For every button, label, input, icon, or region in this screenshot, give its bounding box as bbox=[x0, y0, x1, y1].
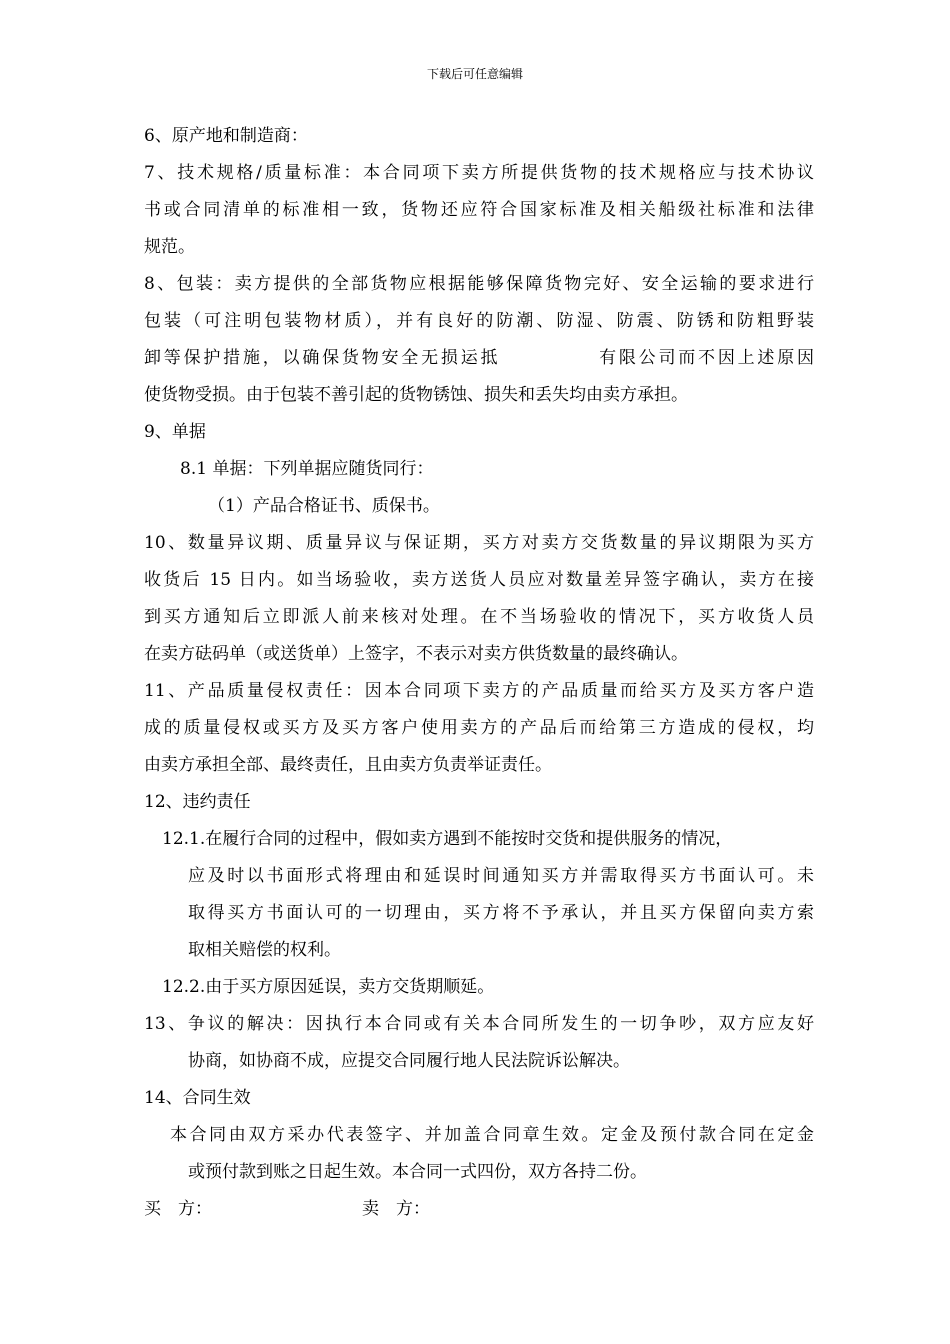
clause-12: 12、违约责任 bbox=[144, 792, 251, 812]
clause-14-body-line-1: 本合同由双方采办代表签字、并加盖合同章生效。定金及预付款合同在定金 bbox=[170, 1125, 814, 1145]
clause-9: 9、单据 bbox=[144, 422, 206, 442]
clause-7-line-2: 书或合同清单的标准相一致，货物还应符合国家标准及相关船级社标准和法律 bbox=[144, 200, 814, 220]
clause-10-line-2: 收货后 15 日内。如当场验收，卖方送货人员应对数量差异签字确认，卖方在接 bbox=[144, 570, 814, 590]
seller-signature-label: 卖 方： bbox=[362, 1199, 430, 1219]
clause-8-line-3 bbox=[144, 340, 814, 377]
clause-12-1-line-4: 取相关赔偿的权利。 bbox=[188, 940, 341, 960]
clause-10-line-4: 在卖方砝码单（或送货单）上签字，不表示对卖方供货数量的最终确认。 bbox=[144, 644, 688, 664]
clause-12-1-line-3: 取得买方书面认可的一切理由，买方将不予承认，并且买方保留向卖方索 bbox=[188, 903, 814, 923]
clause-8-line-2: 包装（可注明包装物材质），并有良好的防潮、防湿、防震、防锈和防粗野装 bbox=[144, 311, 814, 331]
clause-11-line-2: 成的质量侵权或买方及买方客户使用卖方的产品后而给第三方造成的侵权，均 bbox=[144, 718, 814, 738]
clause-10-line-1: 10、数量异议期、质量异议与保证期，买方对卖方交货数量的异议期限为买方 bbox=[144, 533, 814, 553]
contract-body bbox=[144, 118, 814, 1228]
clause-8-line-4: 使货物受损。由于包装不善引起的货物锈蚀、损失和丢失均由卖方承担。 bbox=[144, 385, 688, 405]
clause-14-body-line-2: 或预付款到账之日起生效。本合同一式四份，双方各持二份。 bbox=[188, 1162, 647, 1182]
clause-7-line-3: 规范。 bbox=[144, 237, 195, 257]
clause-7-line-1: 7、技术规格/质量标准：本合同项下卖方所提供货物的技术规格应与技术协议 bbox=[144, 163, 814, 183]
clause-13-line-2: 协商，如协商不成，应提交合同履行地人民法院诉讼解决。 bbox=[188, 1051, 630, 1071]
clause-8-line-3-part-2: 有限公司而不因上述原因 bbox=[596, 348, 815, 368]
signature-line bbox=[144, 1191, 814, 1228]
clause-14: 14、合同生效 bbox=[144, 1088, 251, 1108]
clause-13-line-1: 13、争议的解决：因执行本合同或有关本合同所发生的一切争吵，双方应友好 bbox=[144, 1014, 814, 1034]
clause-12-1-line-1: 12.1.在履行合同的过程中，假如卖方遇到不能按时交货和提供服务的情况， bbox=[162, 829, 733, 849]
clause-11-line-1: 11、产品质量侵权责任：因本合同项下卖方的产品质量而给买方及买方客户造 bbox=[144, 681, 814, 701]
clause-9-1-item-1: （1）产品合格证书、质保书。 bbox=[208, 496, 440, 516]
clause-6: 6、原产地和制造商： bbox=[144, 126, 308, 146]
clause-8-line-3-part-1: 卸等保护措施，以确保货物安全无损运抵 bbox=[144, 348, 501, 368]
clause-11-line-3: 由卖方承担全部、最终责任，且由卖方负责举证责任。 bbox=[144, 755, 552, 775]
clause-10-line-3: 到买方通知后立即派人前来核对处理。在不当场验收的情况下，买方收货人员 bbox=[144, 607, 814, 627]
buyer-signature-label: 买 方： bbox=[144, 1199, 212, 1219]
clause-12-2: 12.2.由于买方原因延误，卖方交货期顺延。 bbox=[162, 977, 495, 997]
clause-12-1-line-2: 应及时以书面形式将理由和延误时间通知买方并需取得买方书面认可。未 bbox=[188, 866, 814, 886]
page-header: 下载后可任意编辑 bbox=[426, 67, 523, 81]
clause-8-line-1: 8、包装：卖方提供的全部货物应根据能够保障货物完好、安全运输的要求进行 bbox=[144, 274, 814, 294]
clause-9-1: 8.1 单据：下列单据应随货同行： bbox=[180, 459, 434, 479]
